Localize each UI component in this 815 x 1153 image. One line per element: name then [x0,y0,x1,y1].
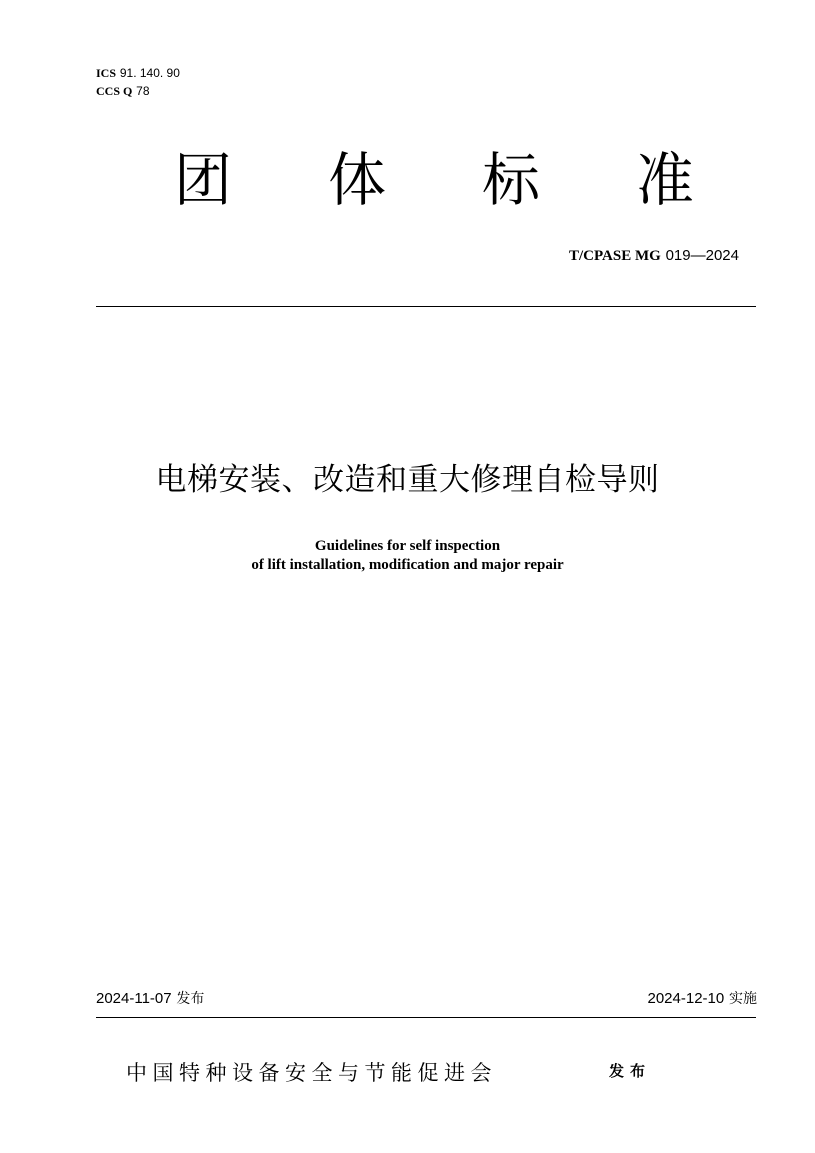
issue-date [96,988,204,1008]
standard-number-serial: 019—2024 [665,247,739,264]
ccs-line [96,82,180,100]
publisher-name: 中国特种设备安全与节能促进会 [126,1061,497,1085]
issue-date-label: 发布 [176,991,205,1007]
title-english-line2: of lift installation, modification and major repair [251,557,564,573]
ics-value: 91. 140. 90 [119,66,180,80]
top-divider [96,306,756,307]
ics-label: ICS [96,66,117,80]
issue-date-value: 2024-11-07 [96,990,172,1007]
standard-type-char: 团 [174,146,233,214]
ics-line [96,64,180,82]
implementation-date-label: 实施 [729,991,757,1007]
implementation-date-value: 2024-12-10 [647,990,725,1007]
standard-type-heading [174,145,694,215]
standard-type-char: 体 [327,146,386,214]
publisher-label: 发布 [609,1062,652,1080]
ccs-value: 78 [136,84,150,98]
title-english-line1: Guidelines for self inspection [314,538,501,554]
standard-number-prefix: T/CPASE MG [569,248,661,264]
classification-codes [96,64,180,100]
ccs-label: CCS Q [96,84,133,98]
standard-type-char: 准 [635,146,694,214]
standard-type-char: 标 [481,146,540,214]
bottom-divider [96,1017,756,1018]
implementation-date [647,988,757,1008]
title-chinese: 电梯安装、改造和重大修理自检导则 [155,462,660,498]
standard-number [569,246,739,265]
title-english [0,537,815,575]
